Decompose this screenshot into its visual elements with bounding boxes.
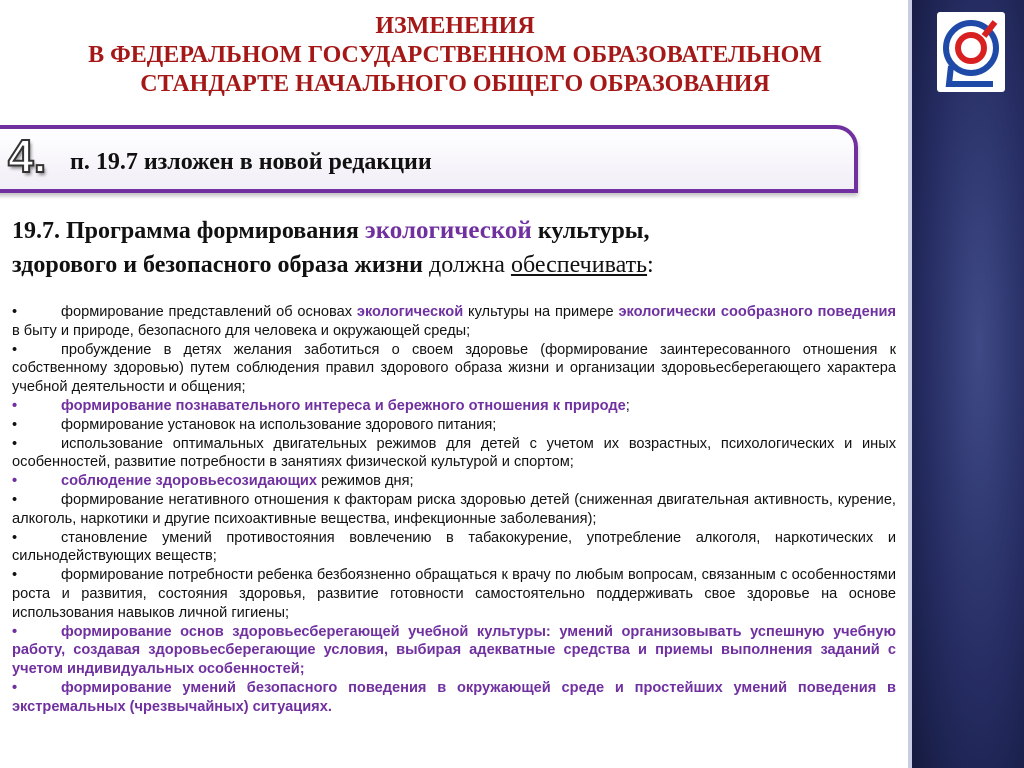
item-text: пробуждение в детях желания заботиться о своем здоровье (формирование заинтересованного отношения к собственному здоровью) путем соблюдения правил здорового образа жизни и организации здоровьесберегающего характера учебной деятельности и общения; [12,341,896,396]
list-item [12,435,896,473]
bullet: • [12,397,18,414]
list-item [12,566,896,622]
title-line-3: СТАНДАРТЕ НАЧАЛЬНОГО ОБЩЕГО ОБРАЗОВАНИЯ [140,71,770,97]
item-text: в быту и природе, безопасного для человека и окружающей среды; [12,322,471,339]
bullet: • [12,416,18,433]
item-text: формирование установок на использование здорового питания; [61,416,497,433]
decorative-sidebar [912,0,1024,768]
bullet: • [12,435,18,452]
list-item [12,341,896,397]
item-text: формирование познавательного интереса и бережного отношения к природе [61,397,626,414]
item-tail: режимов дня; [317,473,414,490]
heading-part-1: 19.7. Программа формирования [12,218,365,244]
item-tail: ; [625,397,630,414]
bullet: • [12,491,18,508]
list-item [12,416,896,435]
item-highlight: экологической [356,304,464,320]
heading-colon: : [647,252,654,278]
bullet: • [12,623,18,640]
section-banner-text: п. 19.7 изложен в новой редакции [70,149,432,175]
section-number: 4. [8,130,47,182]
bullet: • [12,529,18,546]
heading-must: должна [429,252,511,278]
list-item [12,491,896,529]
list-item [12,397,896,416]
item-highlight: экологически сообразного поведения [618,304,896,320]
item-text: становление умений противостояния вовлечению в табакокурение, употребление алкоголя, наркотических и сильнодействующих веществ; [12,529,896,565]
page-title [0,12,910,99]
bullet: • [12,567,18,584]
list-item [12,303,896,341]
item-text: формирование основ здоровьесберегающей учебной культуры: умений организовывать успешную учебную работу, создавая здоровьесберегающие условия, выбирая адекватные средства и приемы выполнения заданий с учетом индивидуальных особенностей; [12,623,896,678]
title-line-2: В ФЕДЕРАЛЬНОМ ГОСУДАРСТВЕННОМ ОБРАЗОВАТЕЛЬНОМ [88,42,822,68]
item-text: соблюдение здоровьесозидающих [61,473,317,490]
bullet: • [12,679,18,696]
item-text: формирование представлений об основах [61,304,357,320]
list-item [12,529,896,567]
item-text: формирование умений безопасного поведения в окружающей среде и простейших умений поведения в экстремальных (чрезвычайных) ситуациях. [12,679,896,715]
bullet: • [12,473,18,490]
heading-ensure: обеспечивать [510,252,648,278]
item-text: культуры на примере [463,304,619,320]
title-line-1: ИЗМЕНЕНИЯ [375,13,535,39]
list-item [12,472,896,491]
institution-logo-icon [937,12,1005,92]
heading-eco-word: экологической [364,217,532,244]
requirements-list [12,303,896,717]
item-text: формирование негативного отношения к факторам риска здоровью детей (сниженная двигательная активность, курение, алкоголь, наркотики и другие психоактивные вещества, инфекционные заболевания); [12,491,896,527]
item-text: формирование потребности ребенка безбоязненно обращаться к врачу по любым вопросам, связанным с особенностями роста и развития, состояния здоровья, развитие готовности самостоятельно поддерживать свое здоровье на основе использования навыков личной гигиены; [12,567,896,621]
item-text: использование оптимальных двигательных режимов для детей с учетом их возрастных, психологических и иных особенностей, развитие потребности в занятиях физической культурой и спортом; [12,435,896,471]
heading-part-3: здорового и безопасного образа жизни [12,252,429,278]
bullet: • [12,304,18,320]
list-item [12,623,896,679]
heading-part-2: культуры, [531,218,650,244]
bullet: • [12,341,18,358]
program-heading [12,214,892,282]
list-item [12,679,896,717]
